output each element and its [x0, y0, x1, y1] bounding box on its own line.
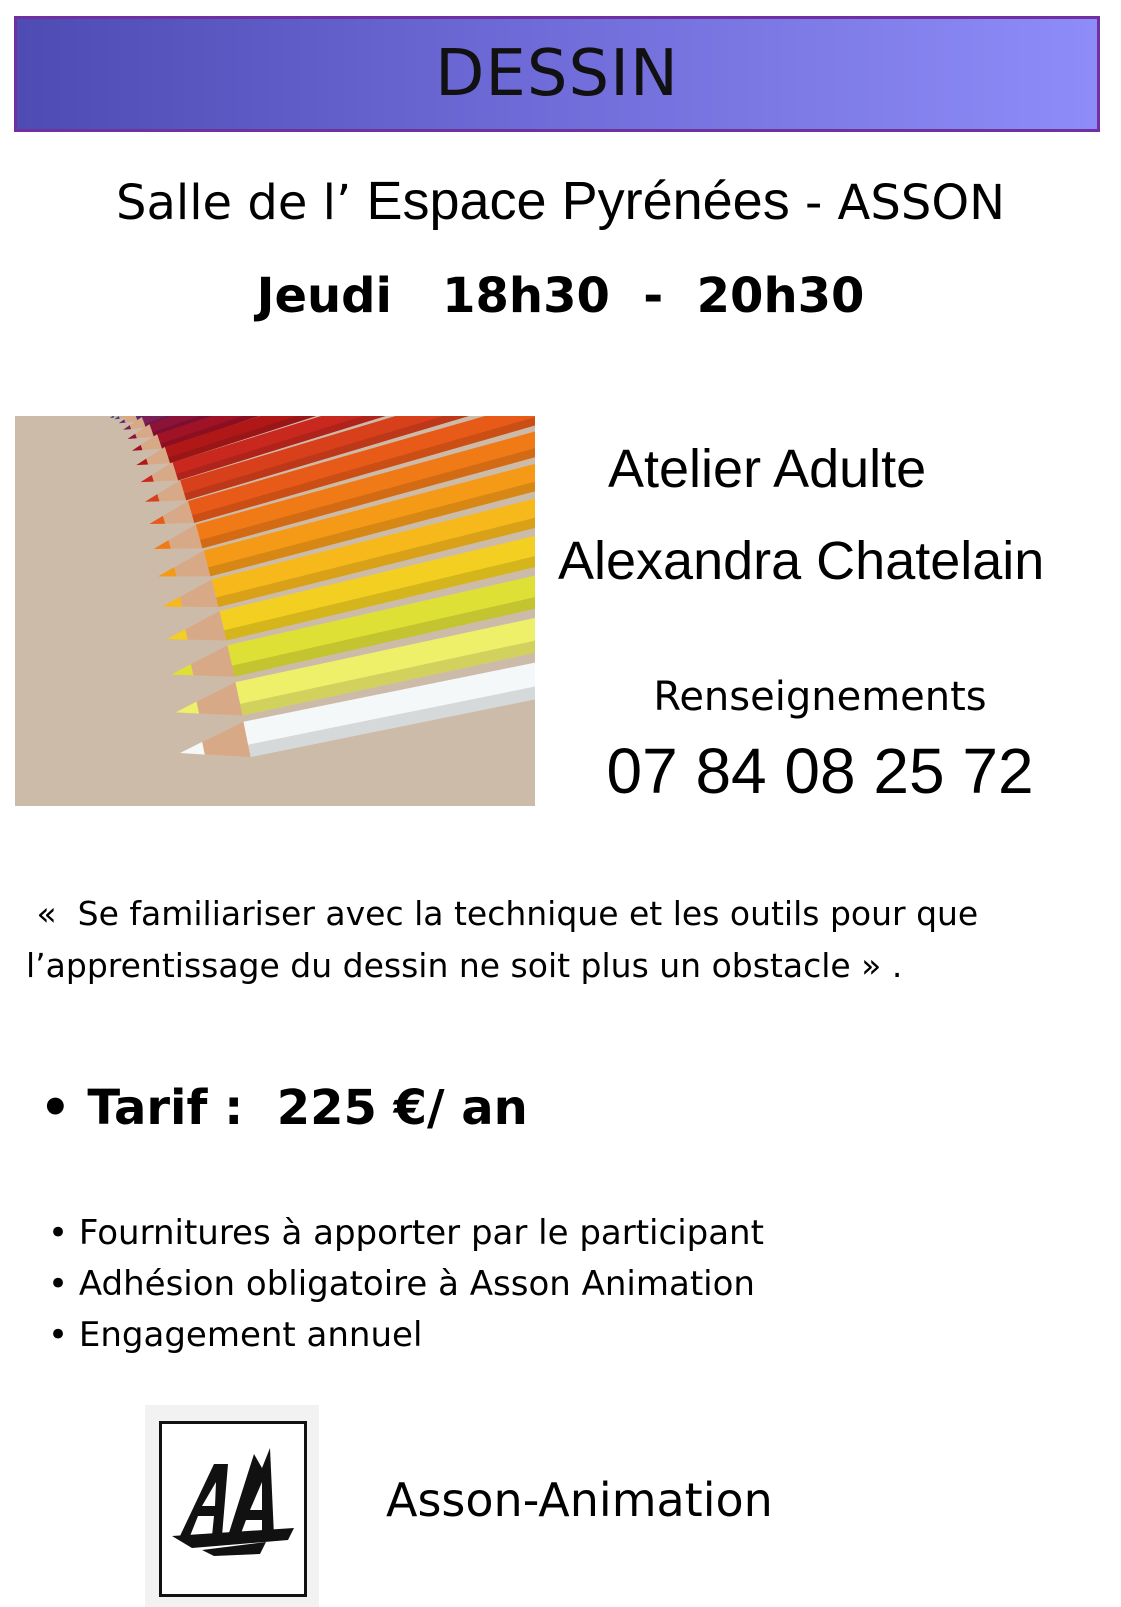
- page-title: DESSIN: [435, 37, 679, 111]
- title-banner: [14, 16, 1100, 132]
- colored-pencils-illustration: [15, 416, 535, 806]
- list-item: [48, 1310, 764, 1361]
- list-item-text: Adhésion obligatoire à Asson Animation: [78, 1264, 755, 1304]
- price-line: [40, 1080, 528, 1136]
- atelier-label: Atelier Adulte: [608, 439, 927, 499]
- bullet-icon: •: [48, 1264, 69, 1304]
- teacher-name: Alexandra Chatelain: [558, 531, 1045, 591]
- list-item-text: Fournitures à apporter par le participant: [78, 1213, 764, 1253]
- description-quote: [26, 888, 1086, 992]
- asson-animation-logo: [145, 1405, 319, 1607]
- conditions-list: [48, 1208, 764, 1361]
- venue-prefix: Salle de l’: [116, 175, 367, 231]
- list-item: [48, 1259, 764, 1310]
- venue-line: [0, 170, 1121, 232]
- schedule: Jeudi 18h30 - 20h30: [256, 268, 865, 324]
- quote-line-2: l’apprentissage du dessin ne soit plus un obstacle » .: [26, 946, 903, 985]
- venue-name: Espace Pyrénées: [366, 171, 790, 231]
- logo-frame: [159, 1421, 307, 1597]
- price-text: Tarif : 225 €/ an: [87, 1080, 528, 1136]
- info-label: Renseignements: [653, 674, 987, 720]
- organization-name: Asson-Animation: [386, 1473, 773, 1527]
- phone-number: 07 84 08 25 72: [606, 735, 1034, 807]
- aa-logo-icon: [162, 1424, 304, 1594]
- bullet-icon: •: [48, 1213, 69, 1253]
- colored-pencils-photo: [15, 416, 535, 806]
- bullet-icon: •: [48, 1315, 69, 1355]
- quote-line-1: « Se familiariser avec la technique et les outils pour que: [26, 894, 979, 933]
- venue-suffix: - ASSON: [789, 175, 1005, 231]
- list-item: [48, 1208, 764, 1259]
- list-item-text: Engagement annuel: [78, 1315, 423, 1355]
- bullet-icon: •: [40, 1080, 71, 1136]
